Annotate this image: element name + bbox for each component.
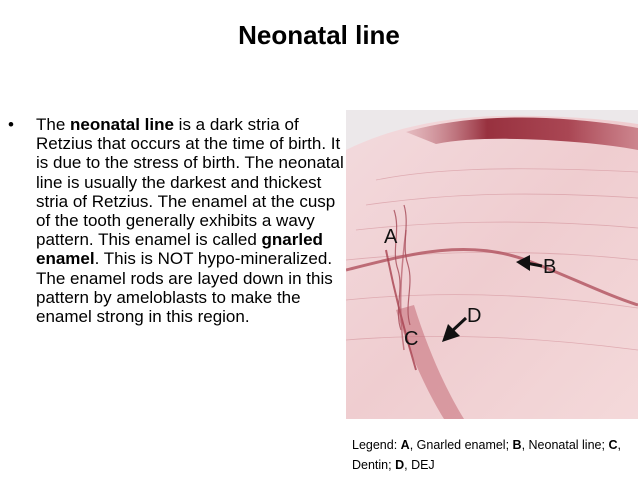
legend-text-a: , Gnarled enamel; xyxy=(409,438,513,452)
paragraph-text xyxy=(36,115,346,326)
image-label-d: D xyxy=(467,305,482,327)
legend-prefix: Legend: xyxy=(352,438,401,452)
legend-key-d: D xyxy=(395,458,405,472)
image-label-a: A xyxy=(384,226,398,248)
image-label-b: B xyxy=(543,256,557,278)
bullet-paragraph xyxy=(8,115,346,326)
term-gnarled-enamel: gnarled enamel xyxy=(36,230,323,269)
image-legend xyxy=(352,435,634,475)
paragraph-part-1: The xyxy=(36,115,71,134)
paragraph-part-2: is a dark stria of Retzius that occurs at the time of birth. It is due to the stress of birth. The neonatal line is usually the darkest and thickest stria of Retzius. The enamel at the cusp of the tooth generally exhibits a wavy pattern. This enamel is called xyxy=(36,115,344,250)
image-label-c: C xyxy=(404,328,419,350)
legend-key-b: B xyxy=(512,438,522,452)
legend-text-c: , Dentin; xyxy=(352,438,621,472)
bullet-marker: • xyxy=(8,115,14,134)
histology-micrograph xyxy=(346,110,638,419)
slide-title: Neonatal line xyxy=(238,20,400,50)
term-neonatal-line: neonatal line xyxy=(70,115,174,134)
legend-text-b: , Neonatal line; xyxy=(521,438,609,452)
paragraph-part-3: . This is NOT hypo-mineralized. The enamel rods are layed down in this pattern by ameloblasts to make the enamel strong in this region. xyxy=(36,249,333,327)
legend-key-a: A xyxy=(400,438,410,452)
legend-key-c: C xyxy=(608,438,618,452)
legend-text-d: , DEJ xyxy=(404,458,435,472)
